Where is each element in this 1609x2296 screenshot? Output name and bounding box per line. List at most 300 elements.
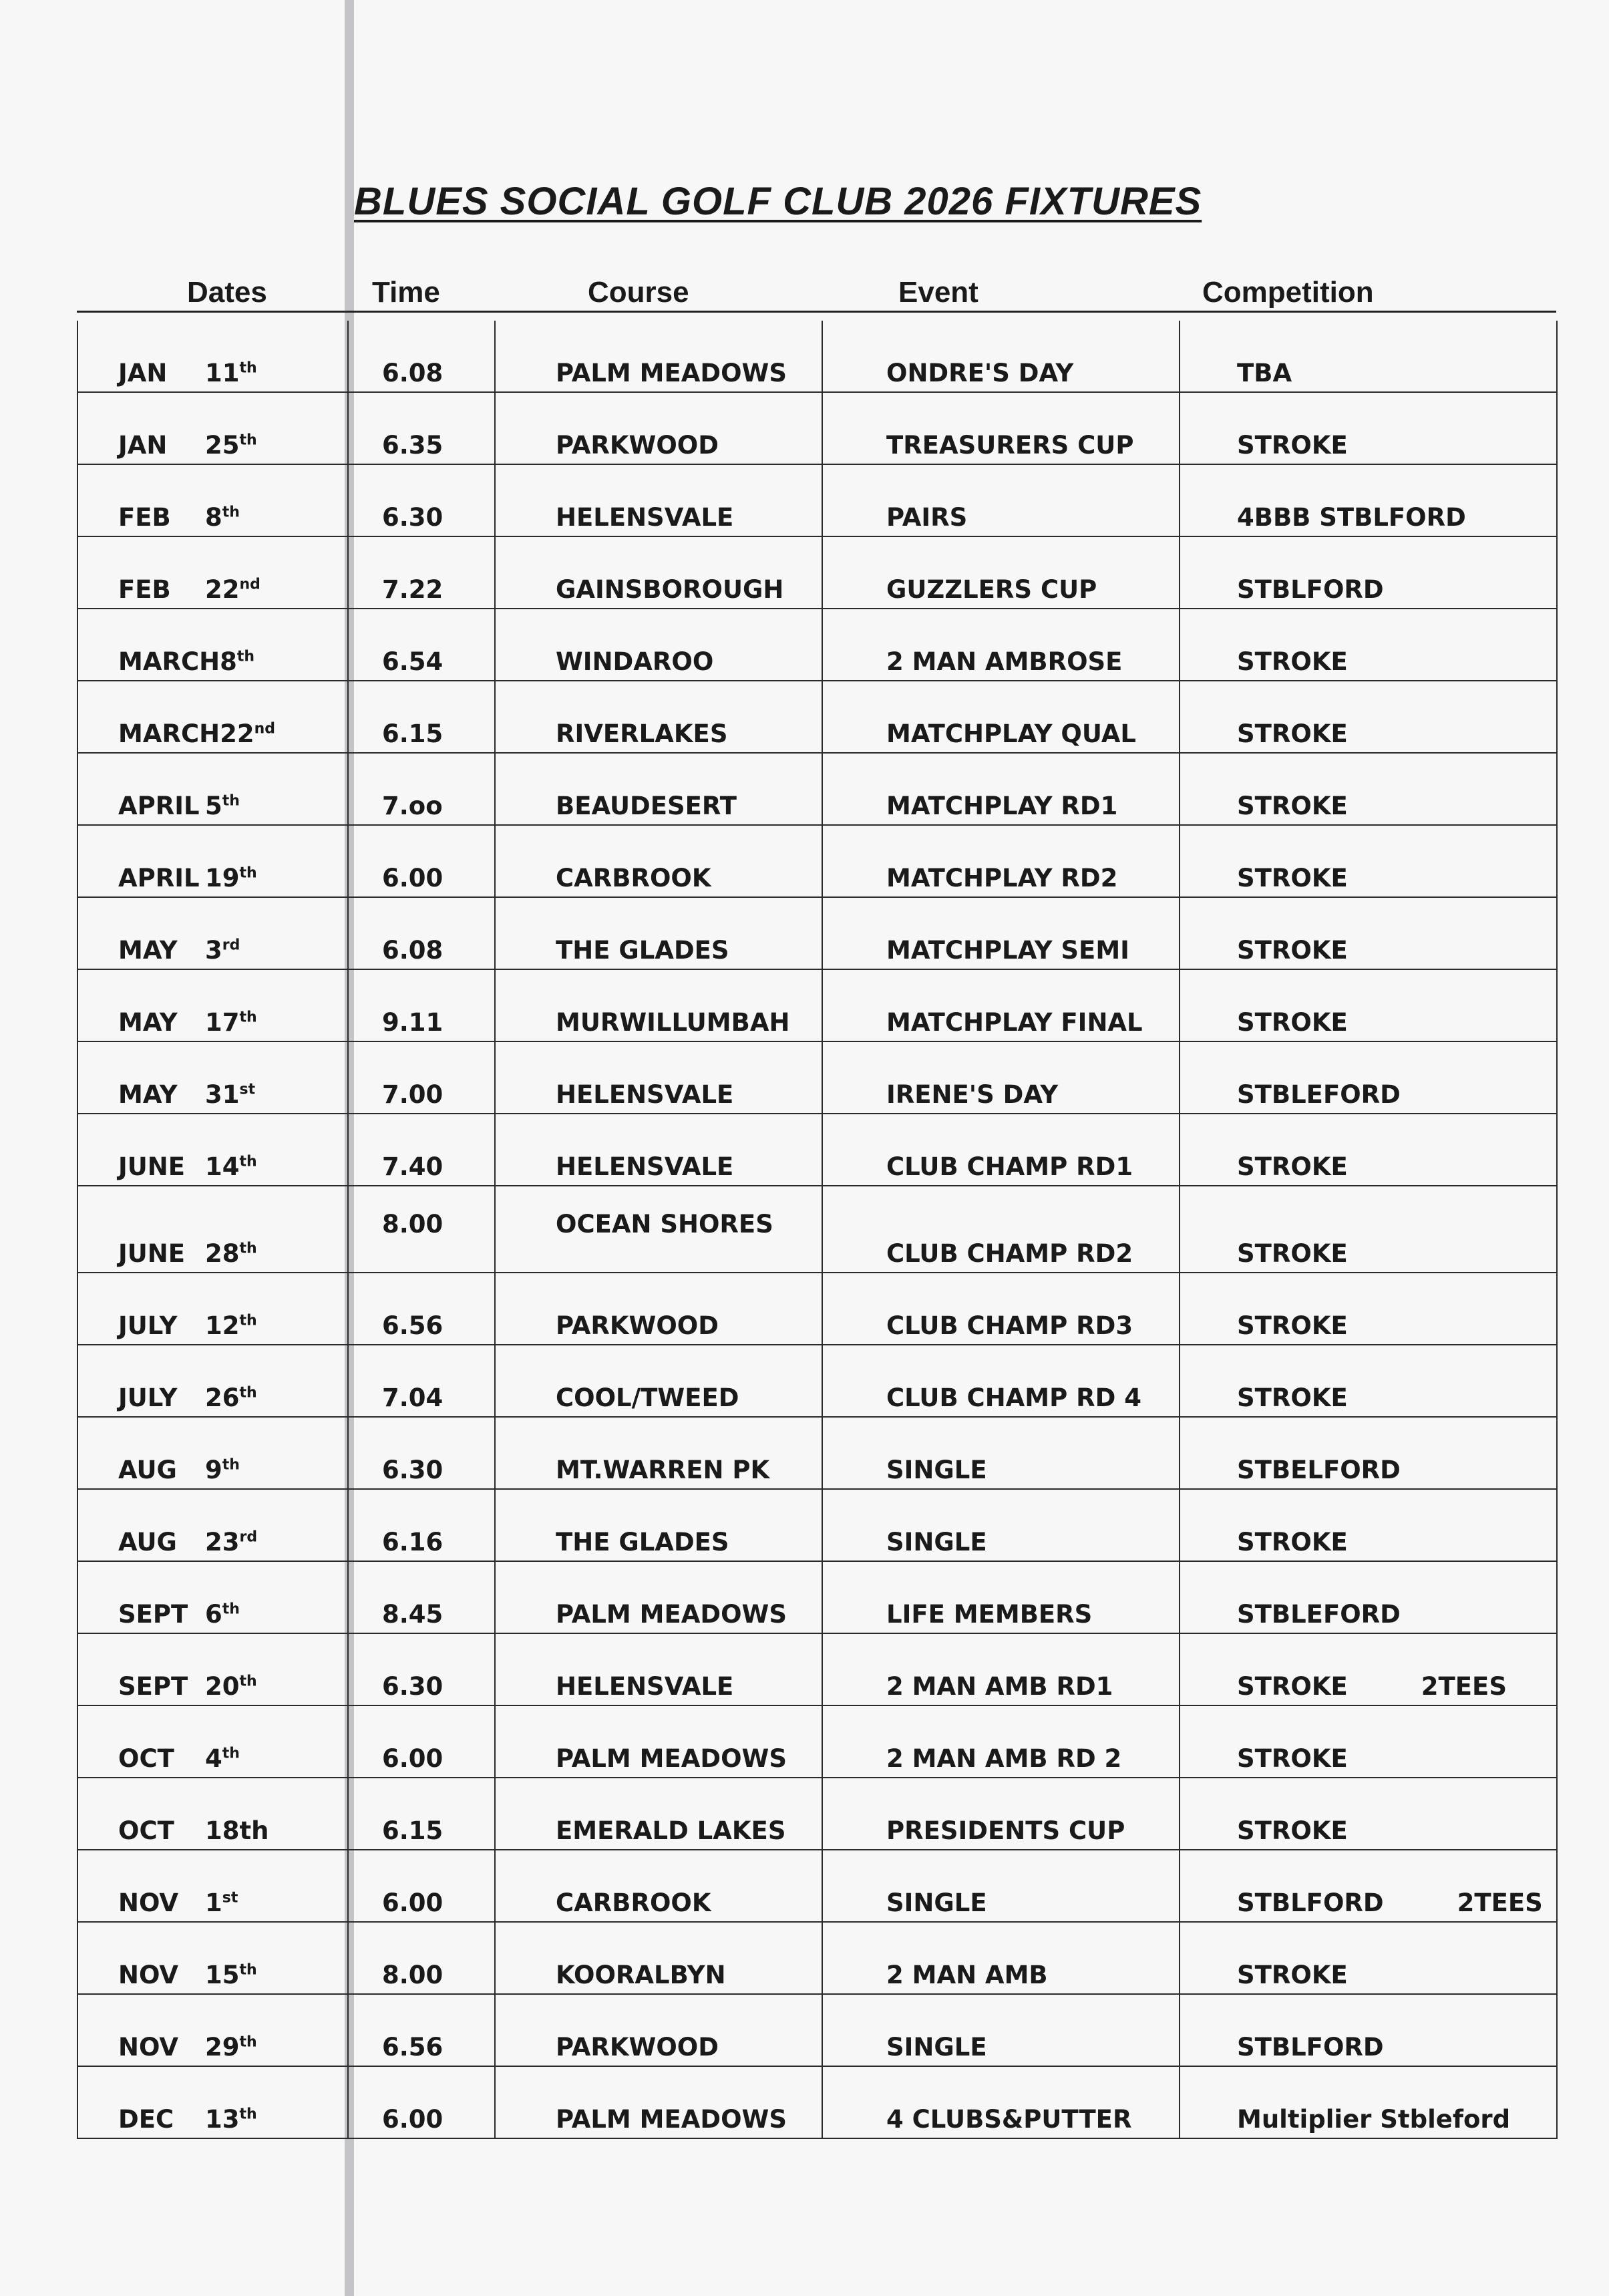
date-cell — [77, 1345, 348, 1417]
time-value: 6.30 — [382, 1456, 443, 1484]
course-name: HELENSVALE — [556, 1152, 734, 1181]
date-day: 31 — [205, 1080, 240, 1109]
date-day: 14 — [205, 1152, 240, 1181]
competition-name: STBELFORD — [1237, 1456, 1401, 1484]
course-cell — [495, 1345, 822, 1417]
course-name: HELENSVALE — [556, 1080, 734, 1109]
competition-cell — [1180, 1489, 1557, 1561]
date-day: 13 — [205, 2105, 240, 2134]
table-row — [77, 464, 1557, 536]
event-name: LIFE MEMBERS — [886, 1600, 1093, 1629]
date-suffix: th — [239, 1673, 257, 1690]
date-day: 29 — [205, 2033, 240, 2062]
date-day: 5 — [205, 792, 222, 820]
time-value: 7.oo — [382, 792, 443, 820]
course-cell — [495, 392, 822, 464]
course-cell — [495, 1994, 822, 2066]
date-month: FEB — [118, 575, 171, 604]
date-day: 4 — [205, 1744, 222, 1773]
event-cell — [822, 1345, 1180, 1417]
date-cell — [77, 1850, 348, 1922]
course-cell — [495, 321, 822, 392]
table-row — [77, 1186, 1557, 1273]
time-value: 8.00 — [382, 1210, 443, 1239]
time-cell — [348, 1345, 495, 1417]
time-cell — [348, 1041, 495, 1114]
event-name: CLUB CHAMP RD 4 — [886, 1383, 1141, 1412]
competition-cell — [1180, 1561, 1557, 1633]
competition-name: STBLFORD — [1237, 575, 1384, 604]
competition-name: STROKE — [1237, 792, 1348, 820]
date-suffix: th — [239, 1153, 257, 1170]
course-cell — [495, 681, 822, 753]
event-name: ONDRE'S DAY — [886, 359, 1074, 387]
date-month: JAN — [118, 431, 168, 460]
table-row — [77, 1114, 1557, 1186]
date-suffix: th — [239, 864, 257, 882]
date-suffix: nd — [254, 720, 275, 737]
table-row — [77, 681, 1557, 753]
date-cell — [77, 1705, 348, 1778]
table-row — [77, 2066, 1557, 2138]
date-month: JAN — [118, 359, 168, 387]
competition-extra: 2TEES — [1457, 1889, 1543, 1917]
competition-name: STROKE — [1237, 936, 1348, 965]
date-cell — [77, 2066, 348, 2138]
date-suffix: th — [239, 1240, 257, 1257]
course-name: MURWILLUMBAH — [556, 1008, 790, 1037]
table-row — [77, 1922, 1557, 1994]
course-name: THE GLADES — [556, 1528, 729, 1556]
event-cell — [822, 464, 1180, 536]
event-cell — [822, 1705, 1180, 1778]
date-cell — [77, 969, 348, 1041]
time-cell — [348, 536, 495, 609]
date-day: 8 — [220, 647, 237, 676]
date-suffix: st — [239, 1081, 256, 1098]
table-row — [77, 1417, 1557, 1489]
table-row — [77, 321, 1557, 392]
competition-cell — [1180, 1345, 1557, 1417]
date-day: 23 — [205, 1528, 240, 1556]
date-cell — [77, 897, 348, 969]
course-cell — [495, 1186, 822, 1273]
course-name: EMERALD LAKES — [556, 1816, 786, 1845]
time-value: 6.56 — [382, 2033, 443, 2062]
competition-cell — [1180, 1041, 1557, 1114]
competition-name: Multiplier Stbleford — [1237, 2105, 1511, 2134]
event-cell — [822, 1922, 1180, 1994]
event-cell — [822, 969, 1180, 1041]
time-cell — [348, 392, 495, 464]
event-cell — [822, 1489, 1180, 1561]
competition-cell — [1180, 753, 1557, 825]
time-value: 6.30 — [382, 1672, 443, 1701]
header-course: Course — [588, 276, 689, 309]
course-cell — [495, 1561, 822, 1633]
course-cell — [495, 536, 822, 609]
time-cell — [348, 1778, 495, 1850]
time-value: 6.35 — [382, 431, 443, 460]
time-value: 6.08 — [382, 936, 443, 965]
event-name: 2 MAN AMBROSE — [886, 647, 1123, 676]
date-suffix: rd — [239, 1528, 258, 1546]
date-suffix: th — [239, 2033, 257, 2051]
table-row — [77, 536, 1557, 609]
table-row — [77, 825, 1557, 897]
time-value: 6.00 — [382, 2105, 443, 2134]
competition-name: STROKE — [1237, 1672, 1348, 1701]
date-cell — [77, 1273, 348, 1345]
course-cell — [495, 753, 822, 825]
competition-extra: 2TEES — [1421, 1672, 1507, 1701]
course-name: KOORALBYN — [556, 1961, 726, 1989]
competition-name: STROKE — [1237, 1961, 1348, 1989]
time-cell — [348, 464, 495, 536]
time-value: 6.15 — [382, 719, 443, 748]
time-cell — [348, 321, 495, 392]
event-cell — [822, 321, 1180, 392]
competition-name: STROKE — [1237, 1816, 1348, 1845]
course-cell — [495, 1489, 822, 1561]
course-cell — [495, 1705, 822, 1778]
event-name: GUZZLERS CUP — [886, 575, 1097, 604]
date-cell — [77, 1041, 348, 1114]
event-name: CLUB CHAMP RD1 — [886, 1152, 1133, 1181]
date-day: 8 — [205, 503, 222, 532]
event-cell — [822, 536, 1180, 609]
time-cell — [348, 1850, 495, 1922]
competition-name: STROKE — [1237, 1311, 1348, 1340]
event-cell — [822, 1114, 1180, 1186]
date-day: 9 — [205, 1456, 222, 1484]
date-month: SEPT — [118, 1672, 188, 1701]
event-name: MATCHPLAY RD2 — [886, 864, 1118, 892]
date-day: 6 — [205, 1600, 222, 1629]
course-name: BEAUDESERT — [556, 792, 737, 820]
date-suffix: nd — [239, 576, 260, 593]
date-day: 12 — [205, 1311, 240, 1340]
table-row — [77, 897, 1557, 969]
time-value: 6.08 — [382, 359, 443, 387]
competition-cell — [1180, 1186, 1557, 1273]
date-cell — [77, 1417, 348, 1489]
event-cell — [822, 1994, 1180, 2066]
time-value: 6.00 — [382, 1744, 443, 1773]
date-suffix: th — [236, 648, 255, 665]
table-row — [77, 1633, 1557, 1705]
header-event: Event — [898, 276, 978, 309]
date-cell — [77, 1561, 348, 1633]
time-value: 6.15 — [382, 1816, 443, 1845]
event-name: MATCHPLAY FINAL — [886, 1008, 1143, 1037]
event-name: MATCHPLAY RD1 — [886, 792, 1118, 820]
time-cell — [348, 753, 495, 825]
date-cell — [77, 681, 348, 753]
competition-cell — [1180, 1273, 1557, 1345]
time-value: 9.11 — [382, 1008, 443, 1037]
course-cell — [495, 464, 822, 536]
date-month: DEC — [118, 2105, 174, 2134]
event-cell — [822, 753, 1180, 825]
event-name: IRENE'S DAY — [886, 1080, 1059, 1109]
competition-cell — [1180, 1417, 1557, 1489]
course-name: HELENSVALE — [556, 1672, 734, 1701]
date-suffix: st — [222, 1889, 238, 1907]
date-cell — [77, 392, 348, 464]
date-month: AUG — [118, 1528, 177, 1556]
course-name: OCEAN SHORES — [556, 1210, 773, 1239]
header-time: Time — [372, 276, 440, 309]
time-cell — [348, 897, 495, 969]
competition-name: STROKE — [1237, 1008, 1348, 1037]
date-month: JUNE — [118, 1239, 186, 1268]
competition-cell — [1180, 321, 1557, 392]
time-value: 6.54 — [382, 647, 443, 676]
competition-name: STBLFORD — [1237, 1889, 1384, 1917]
time-value: 8.45 — [382, 1600, 443, 1629]
competition-cell — [1180, 1994, 1557, 2066]
competition-name: STBLEFORD — [1237, 1600, 1401, 1629]
date-day: 17 — [205, 1008, 240, 1037]
date-month: JULY — [118, 1383, 178, 1412]
competition-cell — [1180, 1922, 1557, 1994]
competition-cell — [1180, 609, 1557, 681]
event-cell — [822, 1633, 1180, 1705]
competition-cell — [1180, 392, 1557, 464]
event-name: CLUB CHAMP RD3 — [886, 1311, 1133, 1340]
date-suffix: th — [222, 1456, 240, 1474]
course-cell — [495, 1114, 822, 1186]
course-name: WINDAROO — [556, 647, 714, 676]
date-day: 28 — [205, 1239, 240, 1268]
table-row — [77, 1778, 1557, 1850]
date-month: SEPT — [118, 1600, 188, 1629]
course-name: CARBROOK — [556, 1889, 711, 1917]
date-cell — [77, 1994, 348, 2066]
table-row — [77, 1561, 1557, 1633]
event-name: 2 MAN AMB — [886, 1961, 1048, 1989]
event-name: SINGLE — [886, 2033, 987, 2062]
event-cell — [822, 1186, 1180, 1273]
time-value: 6.00 — [382, 1889, 443, 1917]
time-cell — [348, 681, 495, 753]
event-name: 4 CLUBS&PUTTER — [886, 2105, 1132, 2134]
date-day: 26 — [205, 1383, 240, 1412]
competition-cell — [1180, 2066, 1557, 2138]
date-day: 22 — [220, 719, 254, 748]
competition-cell — [1180, 1705, 1557, 1778]
competition-name: TBA — [1237, 359, 1292, 387]
competition-cell — [1180, 1114, 1557, 1186]
course-cell — [495, 969, 822, 1041]
course-name: CARBROOK — [556, 864, 711, 892]
competition-cell — [1180, 464, 1557, 536]
course-cell — [495, 1417, 822, 1489]
time-value: 7.40 — [382, 1152, 443, 1181]
date-month: NOV — [118, 2033, 179, 2062]
date-month: MAY — [118, 1080, 178, 1109]
time-cell — [348, 1417, 495, 1489]
event-name: MATCHPLAY SEMI — [886, 936, 1129, 965]
date-day: 15 — [205, 1961, 240, 1989]
date-day: 22 — [205, 575, 240, 604]
competition-name: STROKE — [1237, 864, 1348, 892]
competition-cell — [1180, 969, 1557, 1041]
date-cell — [77, 753, 348, 825]
time-cell — [348, 825, 495, 897]
date-month: JUNE — [118, 1152, 186, 1181]
event-cell — [822, 825, 1180, 897]
time-cell — [348, 1273, 495, 1345]
table-header — [77, 271, 1556, 313]
date-month: MAY — [118, 936, 178, 965]
course-name: PARKWOOD — [556, 431, 719, 460]
competition-cell — [1180, 897, 1557, 969]
competition-cell — [1180, 825, 1557, 897]
date-day: 3 — [205, 936, 222, 965]
date-cell — [77, 1633, 348, 1705]
date-month: OCT — [118, 1816, 174, 1845]
date-day: 20 — [205, 1672, 240, 1701]
time-cell — [348, 1186, 495, 1273]
table-row — [77, 1994, 1557, 2066]
time-cell — [348, 1922, 495, 1994]
competition-name: STBLEFORD — [1237, 1080, 1401, 1109]
table-row — [77, 609, 1557, 681]
date-month: AUG — [118, 1456, 177, 1484]
event-cell — [822, 1561, 1180, 1633]
course-name: PALM MEADOWS — [556, 1744, 787, 1773]
competition-cell — [1180, 536, 1557, 609]
event-cell — [822, 1273, 1180, 1345]
competition-name: STROKE — [1237, 431, 1348, 460]
time-value: 6.56 — [382, 1311, 443, 1340]
time-value: 7.22 — [382, 575, 443, 604]
date-suffix: th — [222, 1601, 240, 1618]
time-value: 6.16 — [382, 1528, 443, 1556]
date-cell — [77, 825, 348, 897]
date-month: JULY — [118, 1311, 178, 1340]
date-cell — [77, 1186, 348, 1273]
date-day: 11 — [205, 359, 240, 387]
course-name: PALM MEADOWS — [556, 359, 787, 387]
date-day: 25 — [205, 431, 240, 460]
event-name: MATCHPLAY QUAL — [886, 719, 1136, 748]
date-day: 19 — [205, 864, 240, 892]
date-month: NOV — [118, 1889, 179, 1917]
date-suffix: th — [239, 2106, 257, 2123]
date-suffix: th — [239, 1961, 257, 1979]
date-day: 1 — [205, 1889, 222, 1917]
table-row — [77, 753, 1557, 825]
date-cell — [77, 321, 348, 392]
course-cell — [495, 1633, 822, 1705]
date-cell — [77, 464, 348, 536]
time-value: 6.00 — [382, 864, 443, 892]
competition-name: 4BBB STBLFORD — [1237, 503, 1466, 532]
date-suffix: rd — [222, 937, 240, 954]
date-month: MARCH — [118, 647, 220, 676]
table-row — [77, 1850, 1557, 1922]
course-name: PALM MEADOWS — [556, 2105, 787, 2134]
date-cell — [77, 536, 348, 609]
course-cell — [495, 1850, 822, 1922]
event-cell — [822, 2066, 1180, 2138]
course-name: HELENSVALE — [556, 503, 734, 532]
fixtures-body — [77, 321, 1557, 2138]
time-cell — [348, 1561, 495, 1633]
event-name: SINGLE — [886, 1528, 987, 1556]
course-cell — [495, 609, 822, 681]
event-name: PAIRS — [886, 503, 968, 532]
date-month: NOV — [118, 1961, 179, 1989]
time-cell — [348, 2066, 495, 2138]
event-name: CLUB CHAMP RD2 — [886, 1239, 1133, 1268]
time-value: 7.04 — [382, 1383, 443, 1412]
time-cell — [348, 1705, 495, 1778]
competition-name: STROKE — [1237, 1239, 1348, 1268]
date-cell — [77, 1114, 348, 1186]
date-cell — [77, 1922, 348, 1994]
date-cell — [77, 1778, 348, 1850]
competition-cell — [1180, 681, 1557, 753]
course-cell — [495, 1273, 822, 1345]
date-cell — [77, 1489, 348, 1561]
course-cell — [495, 1922, 822, 1994]
event-cell — [822, 1041, 1180, 1114]
date-month: MAY — [118, 1008, 178, 1037]
course-name: GAINSBOROUGH — [556, 575, 784, 604]
time-cell — [348, 969, 495, 1041]
date-month: MARCH — [118, 719, 220, 748]
time-cell — [348, 1994, 495, 2066]
date-month: OCT — [118, 1744, 174, 1773]
table-row — [77, 1273, 1557, 1345]
competition-name: STROKE — [1237, 647, 1348, 676]
date-suffix: th — [239, 1009, 257, 1026]
competition-name: STROKE — [1237, 1528, 1348, 1556]
competition-cell — [1180, 1778, 1557, 1850]
course-name: PALM MEADOWS — [556, 1600, 787, 1629]
competition-name: STROKE — [1237, 1152, 1348, 1181]
time-cell — [348, 609, 495, 681]
event-cell — [822, 681, 1180, 753]
course-cell — [495, 2066, 822, 2138]
competition-name: STROKE — [1237, 1383, 1348, 1412]
table-row — [77, 1345, 1557, 1417]
event-name: SINGLE — [886, 1889, 987, 1917]
event-cell — [822, 1778, 1180, 1850]
course-name: COOL/TWEED — [556, 1383, 739, 1412]
event-name: 2 MAN AMB RD 2 — [886, 1744, 1122, 1773]
table-row — [77, 1041, 1557, 1114]
time-cell — [348, 1489, 495, 1561]
course-cell — [495, 1041, 822, 1114]
date-suffix: th — [222, 1745, 240, 1762]
event-cell — [822, 609, 1180, 681]
competition-name: STROKE — [1237, 1744, 1348, 1773]
course-cell — [495, 1778, 822, 1850]
event-name: 2 MAN AMB RD1 — [886, 1672, 1113, 1701]
date-suffix: th — [239, 432, 257, 449]
fixtures-table — [77, 321, 1558, 2139]
time-value: 6.30 — [382, 503, 443, 532]
header-dates: Dates — [187, 276, 267, 309]
date-suffix: th — [239, 1384, 257, 1402]
time-value: 8.00 — [382, 1961, 443, 1989]
table-row — [77, 392, 1557, 464]
